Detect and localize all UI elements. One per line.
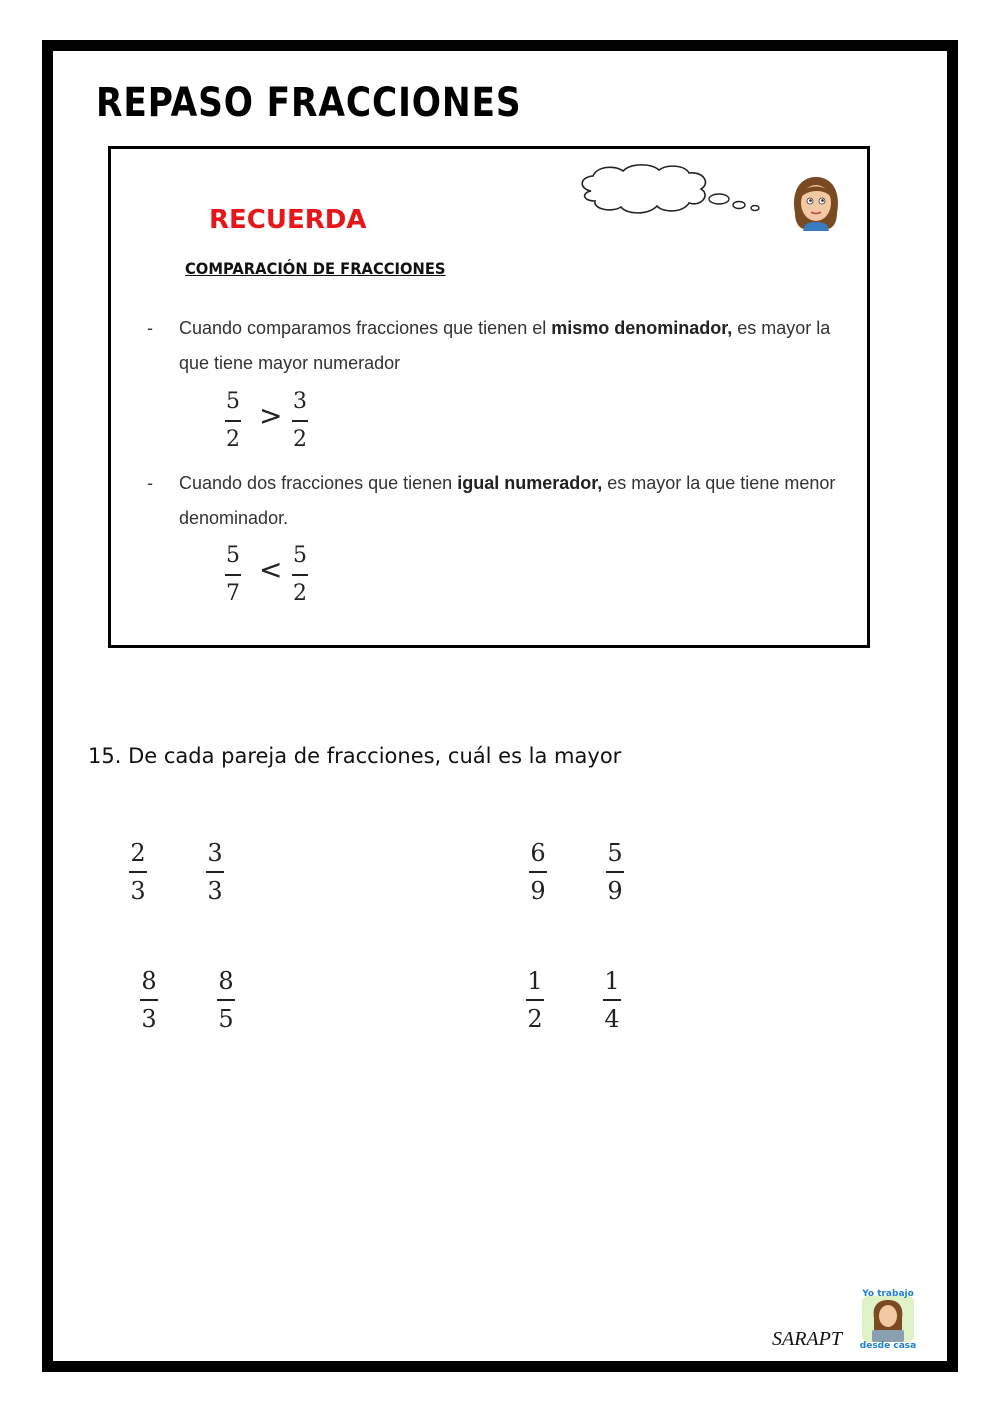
- pair-3-fraction-a[interactable]: 8 3: [141, 967, 157, 1033]
- rule-same-denominator: [147, 311, 857, 381]
- page-title: REPASO FRACCIONES: [96, 80, 522, 126]
- pair-4-fraction-b[interactable]: 1 4: [604, 967, 620, 1033]
- rule-same-numerator: [147, 466, 857, 536]
- rule-text: Cuando comparamos fracciones que tienen el mismo denominador, es mayor la que tiene mayor numerador: [179, 318, 831, 373]
- fraction-example-1-right: 3 2: [293, 389, 307, 452]
- pair-1-fraction-b[interactable]: 3 3: [207, 839, 223, 905]
- pair-2-fraction-b[interactable]: 5 9: [607, 839, 623, 905]
- logo-text-bottom: desde casa: [859, 1341, 917, 1350]
- exercise-question: 15. De cada pareja de fracciones, cuál es la mayor: [88, 744, 622, 768]
- fraction-example-2-left: 5 7: [226, 543, 240, 606]
- logo-text-top: Yo trabajo: [862, 1289, 914, 1299]
- recuerda-label: RECUERDA: [209, 205, 367, 235]
- yo-trabajo-desde-casa-logo-icon: [858, 1288, 918, 1350]
- less-than-operator: <: [259, 553, 283, 586]
- pair-2-fraction-a[interactable]: 6 9: [530, 839, 546, 905]
- pair-1-fraction-a[interactable]: 2 3: [130, 839, 146, 905]
- fraction-example-2-right: 5 2: [293, 543, 307, 606]
- pair-4-fraction-a[interactable]: 1 2: [527, 967, 543, 1033]
- section-heading: COMPARACIÓN DE FRACCIONES: [185, 259, 446, 278]
- greater-than-operator: >: [259, 399, 283, 432]
- author-signature: SARAPT: [772, 1328, 842, 1350]
- rule-dash: -: [147, 318, 153, 338]
- fraction-example-1-left: 5 2: [226, 389, 240, 452]
- rule-dash: -: [147, 473, 153, 493]
- rule-text: Cuando dos fracciones que tienen igual numerador, es mayor la que tiene menor denominador.: [179, 473, 836, 528]
- thought-bubble-icon: [571, 161, 771, 221]
- recuerda-box: [108, 146, 870, 648]
- avatar: [787, 173, 845, 233]
- pair-3-fraction-b[interactable]: 8 5: [218, 967, 234, 1033]
